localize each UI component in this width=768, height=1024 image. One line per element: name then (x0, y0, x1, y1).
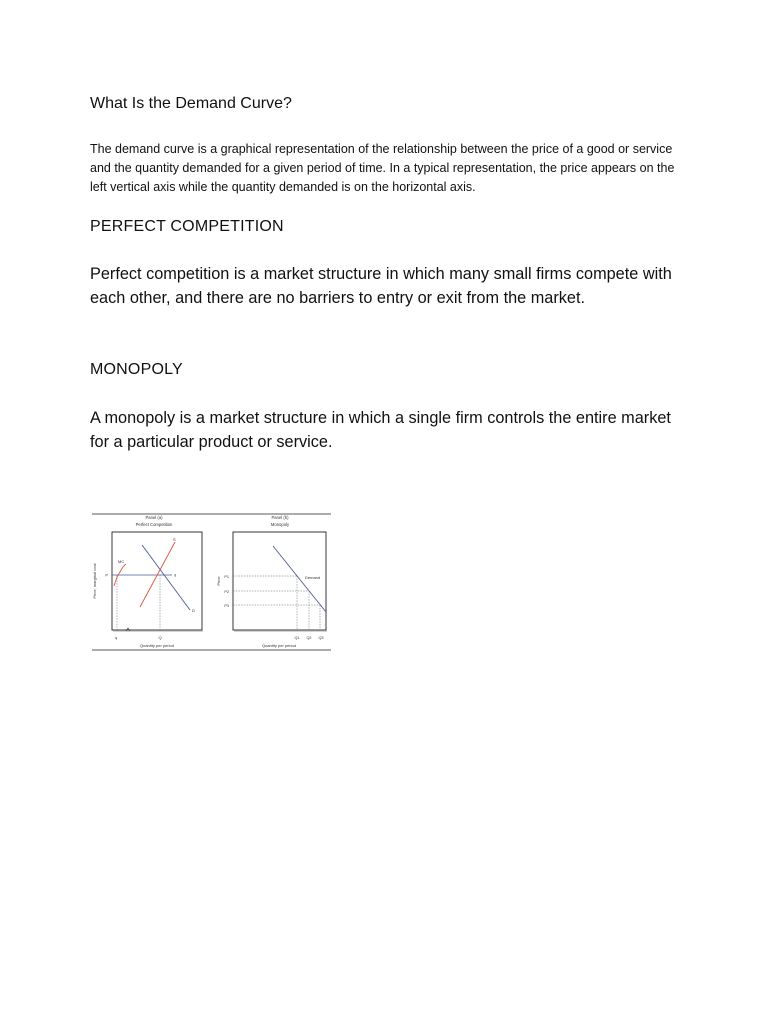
panel-b-p2-label: P2 (224, 590, 229, 594)
monopoly-heading: MONOPOLY (90, 361, 183, 378)
monopoly-paragraph: A monopoly is a market structure in which a single firm controls the entire market for a particular product or service. (90, 409, 671, 451)
panel-a-Q-tick: Q (158, 635, 162, 640)
panel-b-q1-label: Q1 (294, 636, 300, 640)
panel-a-ylabel: Price, marginal cost (92, 563, 97, 599)
panel-a-title: Perfect Competition (135, 522, 173, 527)
panel-b-frame (233, 532, 326, 630)
panel-a-label: Panel (a) (145, 515, 163, 520)
panel-b-title: Monopoly (270, 522, 290, 527)
panel-a-q-tick: q (114, 635, 118, 640)
panel-a-frame (112, 532, 202, 630)
panel-a-price-label: P (105, 572, 108, 578)
panel-b-p3-label: P3 (224, 604, 229, 608)
panel-b-label: Panel (b) (271, 515, 289, 520)
panel-b-xlabel: Quantity per period (261, 643, 297, 648)
panel-a-demand-label: D (192, 608, 195, 613)
panel-b-q3-label: Q3 (318, 636, 324, 640)
intro-paragraph: The demand curve is a graphical representation of the relationship between the price of a good or service and the quantity demanded for a given period of time. In a typical representation, the price appears on the left vertical axis while the quantity demanded is on the horizontal axis. (90, 142, 675, 194)
panel-a-mc-label: MC (118, 559, 125, 564)
panel-b-ylabel: Price (216, 576, 221, 586)
perfect-competition-heading: PERFECT COMPETITION (90, 218, 284, 235)
panel-a-supply-label: S (173, 537, 176, 542)
panel-a-xlabel: Quantity per period (139, 643, 175, 648)
page-title: What Is the Demand Curve? (90, 95, 292, 112)
panel-a-firm-demand-label: d (174, 572, 177, 578)
demand-curves-figure (90, 510, 332, 652)
panel-b-demand-label: Demand (305, 575, 321, 580)
panel-b-p1-label: P1 (224, 575, 229, 579)
panel-b-q2-label: Q2 (306, 636, 312, 640)
figure-svg (90, 510, 332, 652)
perfect-competition-paragraph: Perfect competition is a market structure in which many small firms compete with each other, and there are no barriers to entry or exit from the market. (90, 265, 672, 307)
